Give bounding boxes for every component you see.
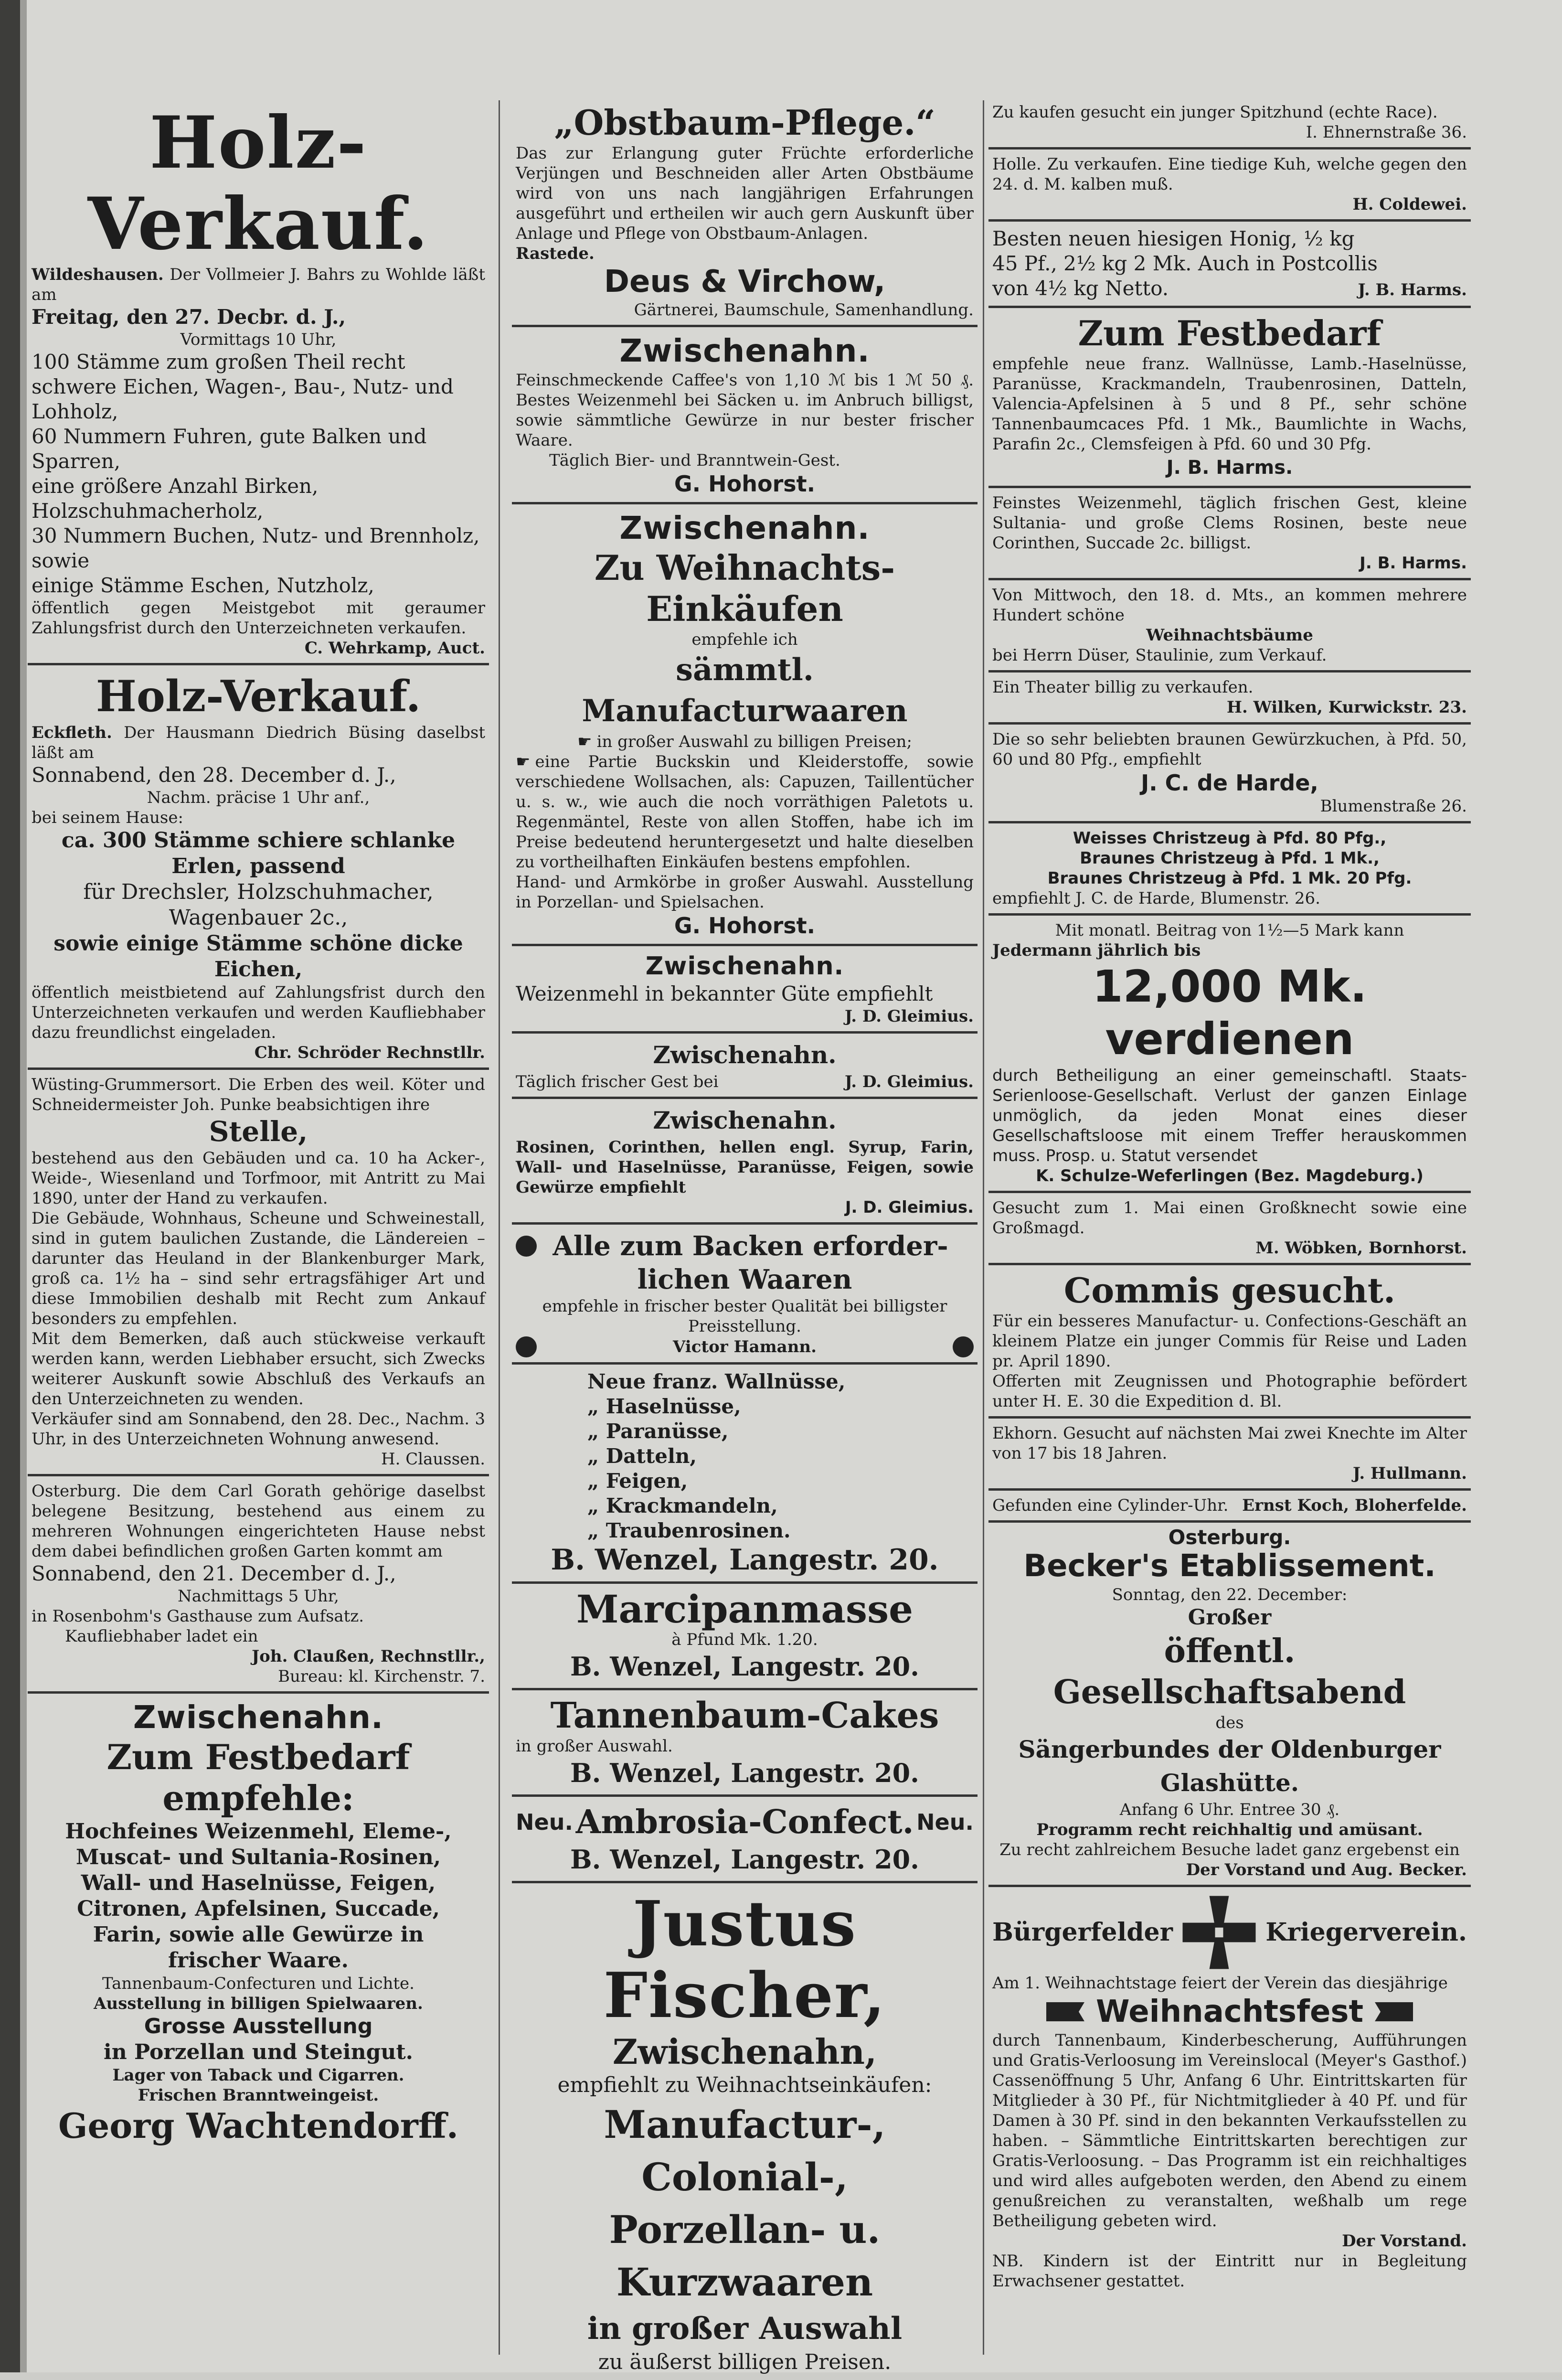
ad-line: Citronen, Apfelsinen, Succade, [77,1897,440,1921]
ad-hamann-backen [512,1227,978,1365]
ad-right-label: Kriegerverein. [1265,1918,1467,1947]
ad-wenzel-nuesse [512,1367,978,1584]
ad-place: Osterburg. [1168,1526,1291,1549]
ad-intro: Osterburg. Die dem Carl Gorath gehörige daselbst belegene Besitzung, bestehend aus einem zu mehreren Wohnungen eingerichteten Hause nebst dem dabei befindlichen großen Garten kommt am [32,1482,485,1561]
ad-left-label: Bürgerfelder [992,1918,1173,1947]
ad-title: lichen Waaren [637,1264,852,1295]
ad-place: Zwischenahn, [612,2031,877,2072]
ad-text: Weizenmehl in bekannter Güte empfiehlt [516,982,933,1005]
ad-signature: M. Wöbken, Bornhorst. [1255,1238,1467,1258]
ad-hohorst-weihnachten [512,507,978,946]
ad-line: Ausstellung in billigen Spielwaaren. [94,1994,423,2013]
ad-text: Der Hausmann Diedrich Büsing daselbst läßt am [32,723,485,762]
ad-text: durch Betheiligung an einer gemeinschaftl. Staats-Serienloose-Gesellschaft. Verlust der ganzen Einlage unmöglich, da jeden Monat eines dieser Gesellschaftsloose mit einem Treffer herauskommen muss. Prosp. u. Statut versendet [992,1066,1467,1165]
ad-signature: B. Wenzel, Langestr. 20. [570,1651,919,1682]
ad-place: Zwischenahn. [653,1106,837,1134]
ad-signature: H. Coldewei. [1352,195,1467,214]
ad-signature: H. Claussen. [381,1450,485,1469]
column-right [988,100,1471,2353]
ad-heading: öffentl. Gesellschaftsabend [1053,1632,1406,1711]
ad-date: Sonnabend, den 21. December d. J., [32,1562,396,1585]
ad-invite: Zu recht zahlreichem Besuche ladet ganz ergebenst ein [999,1840,1460,1859]
ad-line: Jedermann jährlich bis [992,941,1201,960]
ad-line: Weisses Christzeug à Pfd. 80 Pfg., [1073,829,1387,848]
column-rule [499,100,500,2355]
ad-text: Am 1. Weihnachtstage feiert der Verein das diesjährige [992,1974,1448,1993]
column-rule [983,100,984,2355]
ad-signature: J. D. Gleimius. [844,1007,974,1026]
ad-line: Braunes Christzeug à Pfd. 1 Mk. 20 Pfg. [1047,869,1412,888]
ad-line: Grosse Ausstellung [144,2014,373,2038]
ad-intro: Wüsting-Grummersort. Die Erben des weil. Köter und Schneidermeister Joh. Punke beabsichtigen ihre [32,1075,485,1114]
ad-location: bei seinem Hause: [32,808,183,827]
bullet-dot-icon [953,1336,974,1357]
ad-program: Programm recht reichhaltig und amüsant. [1036,1820,1423,1839]
ad-knechte-ekhorn [988,1421,1471,1491]
ad-place: Zwischenahn. [619,510,870,546]
ad-hohorst-caffee [512,330,978,504]
ad-signature: empfiehlt J. C. de Harde, Blumenstr. 26. [992,889,1320,908]
ad-justus-fischer [512,1886,978,2380]
ad-text: des [1215,1713,1244,1732]
ad-address: I. Ehnernstraße 36. [1306,123,1467,142]
ad-wachtendorff [28,1697,489,2151]
ad-text: in großer Auswahl zu billigen Preisen; [596,732,912,751]
ad-holz-verkauf-eckfleth [28,668,489,1070]
ad-place: Zwischenahn. [619,332,870,369]
ad-date: Sonnabend, den 28. December d. J., [32,763,396,787]
ad-heading: Weihnachtsbäume [1146,626,1313,645]
ad-item: 100 Stämme zum großen Theil recht schwere Eichen, Wagen-, Bau-, Nutz- und Lohholz, [32,350,454,423]
ad-line: Lager von Taback und Cigarren. [112,2066,404,2085]
ad-org: Sängerbundes der Oldenburger [1018,1735,1441,1763]
flag-icon [1375,2002,1413,2021]
ad-wenzel-marcipan [512,1587,978,1690]
ad-item: Neue franz. Wallnüsse, [587,1370,846,1393]
ad-text: Für ein besseres Manufactur- u. Confections-Geschäft an kleinem Platze ein junger Commis für Reise und Laden pr. April 1890. [992,1312,1467,1371]
ad-item: „ Feigen, [587,1469,688,1493]
ad-text: Ein Theater billig zu verkaufen. [992,678,1254,697]
ad-signature: Georg Wachtendorff. [58,2105,458,2146]
ad-note: Kaufliebhaber ladet ein [65,1627,258,1646]
ad-kuh-holle [988,152,1471,222]
ad-firm: Deus & Virchow, [604,264,886,299]
ad-place: Zwischenahn. [653,1041,837,1069]
ad-line: Muscat- und Sultania-Rosinen, [75,1845,441,1869]
ad-line: in großer Auswahl [587,2311,903,2347]
ad-date: Sonntag, den 22. December: [1112,1585,1348,1604]
ad-signature: G. Hohorst. [674,913,816,939]
ad-place: Wildeshausen. [32,265,164,284]
ad-title: Zu Weihnachts-Einkäufen [594,547,895,629]
ad-title: „Obstbaum-Pflege.“ [554,102,935,143]
ad-place: Eckfleth. [32,723,112,742]
ad-text: eine Partie Buckskin und Kleiderstoffe, sowie verschiedene Wollsachen, als: Capuzen, Taillentücher u. s. w., wie auch die noch vorräthigen Paletots u. Regenmäntel, Reste von allen Stoffen, habe ich im Preise bedeutend heruntergesetzt und halte dieselben zu vortheilhaften Einkäufen bestens empfohlen. [516,752,974,872]
ad-text: Zu kaufen gesucht ein junger Spitzhund (echte Race). [992,103,1438,122]
ad-item: „ Datteln, [587,1444,697,1468]
ad-item: für Drechsler, Holzschuhmacher, Wagenbauer 2c., [83,880,434,930]
ad-title: Holz-Verkauf. [87,101,429,266]
flag-icon [1046,2002,1084,2021]
bullet-dot-icon [516,1336,537,1357]
ad-text: Offerten mit Zeugnissen und Photographie befördert unter H. E. 30 die Expedition d. Bl. [992,1372,1467,1411]
ad-line: frischer Waare. [168,1948,349,1973]
ad-text: Holle. Zu verkaufen. Eine tiedige Kuh, welche gegen den 24. d. M. kalben muß. [992,155,1467,194]
ad-wenzel-ambrosia [512,1800,978,1883]
book-spine [0,0,20,2372]
ad-place: in Rosenbohm's Gasthause zum Aufsatz. [32,1607,364,1626]
ad-wenzel-cakes [512,1693,978,1797]
ad-signature: H. Wilken, Kurwickstr. 23. [1226,698,1467,717]
ad-line: in Porzellan und Steingut. [104,2040,413,2064]
ad-date: Freitag, den 27. Decbr. d. J., [32,305,346,329]
page-edge [20,0,27,2372]
ad-name: Justus Fischer, [603,1887,886,2032]
ad-gewuerzkuchen [988,727,1471,823]
ad-signature: J. B. Harms. [1358,280,1467,299]
ad-signature: Chr. Schröder Rechnstllr. [254,1043,485,1062]
ad-text: Ekhorn. Gesucht auf nächsten Mai zwei Knechte im Alter von 17 bis 18 Jahren. [992,1424,1467,1463]
ad-paragraph: Die Gebäude, Wohnhaus, Scheune und Schweinestall, sind in gutem baulichen Zustande, die Ländereien – darunter das Heuland in der Blankenburger Mark, groß ca. 1½ ha – sind sehr ertragsfähiger Art und diese Immobilien deshalb mit Recht zum Ankauf besonders zu empfehlen. [32,1209,485,1328]
ad-subtitle: empfehle ich [691,630,798,649]
ad-title: Zum Festbedarf empfehle: [106,1737,410,1818]
ad-terms: öffentlich gegen Meistgebot mit geraumer Zahlungsfrist durch den Unterzeichneten verkaufen. [32,598,485,638]
ad-festbedarf-harms [988,311,1471,488]
ad-text: empfehle neue franz. Wallnüsse, Lamb.-Haselnüsse, Paranüsse, Krackmandeln, Traubenrosinen, Datteln, Valencia-Apfelsinen à 5 und 8 Pf., sehr schöne Tannenbaumcaces Pfd. 1 Mk., Baumlichte in Wachs, Parafin 2c., Clemsfeigen à Pfd. 60 und 30 Pfg. [992,354,1467,454]
ad-item: ca. 300 Stämme schiere schlanke Erlen, passend [61,828,456,878]
ad-signature: Ernst Koch, Bloherfelde. [1242,1496,1467,1515]
ad-text: Gefunden eine Cylinder-Uhr. [992,1496,1229,1515]
ad-label-new: Neu. [916,1809,974,1835]
ad-item: eine größere Anzahl Birken, Holzschuhmacherholz, [32,474,319,523]
ad-text: bei Herrn Düser, Staulinie, zum Verkauf. [992,646,1327,665]
ad-theater [988,675,1471,725]
ad-line: Besten neuen hiesigen Honig, ½ kg [992,227,1355,250]
ad-signature: C. Wehrkamp, Auct. [304,639,485,658]
ad-gleimius-gest [512,1036,978,1099]
ad-line: Hochfeines Weizenmehl, Eleme-, [65,1819,452,1844]
ad-kriegerverein [988,1890,1471,2296]
ad-paragraph: Verkäufer sind am Sonnabend, den 28. Dec., Nachm. 3 Uhr, in des Unterzeichneten Wohnung anwesend. [32,1409,485,1449]
ad-signature: J. B. Harms. [1360,554,1467,573]
ad-time: Nachm. präcise 1 Uhr anf., [147,788,370,807]
ad-item: 30 Nummern Buchen, Nutz- und Brennholz, sowie [32,524,480,572]
ad-text: Das zur Erlangung guter Früchte erforderliche Verjüngen und Beschneiden aller Arten Obstbäume wird von uns nach langjährigen Erfahrungen ausgeführt und ertheilen wir auch gern Auskunft über Anlage und Pflege von Obstbaum-Anlagen. [516,144,974,243]
ad-place: Zwischenahn. [133,1699,384,1736]
ad-signature: J. D. Gleimius. [845,1198,974,1217]
ad-serienloose [988,918,1471,1193]
ad-price: à Pfund Mk. 1.20. [671,1630,818,1649]
ad-signature-address: Bureau: kl. Kirchenstr. 7. [278,1667,485,1686]
ad-text: durch Tannenbaum, Kinderbescherung, Aufführungen und Gratis-Verloosung im Vereinslocal (Meyer's Gasthof.) Cassenöffnung 5 Uhr, Anfang 6 Uhr. Eintrittskarten für Mitglieder à 30 Pf., für Nichtmitglieder à 40 Pf. und für Damen à 30 Pf. sind in den bekannten Verkaufsstellen zu haben. – Sämmtliche Eintrittskarten berechtigen zur Gratis-Verloosung. – Das Programm ist ein reichhaltiges und wird alles aufgeboten werden, den Abend zu einem genußreichen zu veranstalten, weßhalb um rege Betheiligung gebeten wird. [992,2031,1467,2231]
ad-title: Alle zum Backen erforder- [553,1230,948,1262]
ad-line: Wall- und Haselnüsse, Feigen, [81,1871,436,1895]
ad-line: Frischen Branntweingeist. [138,2086,379,2105]
ad-title: Becker's Etablissement. [1023,1548,1436,1584]
ad-paragraph: Mit dem Bemerken, daß auch stückweise verkauft werden kann, werden Liebhaber ersucht, sich Zwecks weiterer Auskunft sowie Abschluß des Verkaufs an den Unterzeichneten zu wenden. [32,1329,485,1409]
ad-heading: Stelle, [209,1115,308,1148]
ad-text: Täglich frischer Gest bei [516,1072,719,1091]
ad-place: Zwischenahn. [645,952,844,981]
pointing-hand-icon: ☛ [516,752,531,771]
ad-signature: Der Vorstand. [1342,2231,1467,2251]
ad-christzeug [988,826,1471,916]
ad-text: Feinschmeckende Caffee's von 1,10 ℳ bis 1 ℳ 50 ₰. Bestes Weizenmehl bei Säcken u. im Anbruch billigst, sowie sämmtliche Gewürze in nur bester frischer Waare. [516,371,974,450]
ad-signature: Joh. Claußen, Rechnstllr., [252,1647,485,1666]
column-left [28,100,489,2353]
ad-item: „ Paranüsse, [587,1419,729,1443]
ad-stelle-wuesting [28,1073,489,1476]
ad-title: Tannenbaum-Cakes [550,1695,939,1736]
ad-signature: Der Vorstand und Aug. Becker. [1186,1860,1467,1879]
ad-signature: K. Schulze-Weferlingen (Bez. Magdeburg.) [1036,1166,1424,1185]
bullet-dot-icon [516,1236,537,1257]
ad-signature: J. D. Gleimius. [844,1072,974,1091]
ad-times: Anfang 6 Uhr. Entree 30 ₰. [1119,1800,1340,1819]
ad-terms: öffentlich meistbietend auf Zahlungsfrist durch den Unterzeichneten verkaufen und werden Kaufliebhaber dazu freundlichst eingeladen. [32,983,485,1042]
ad-signature: B. Wenzel, Langestr. 20. [570,1758,919,1788]
ad-signature: B. Wenzel, Langestr. 20. [570,1844,919,1875]
ad-item: „ Traubenrosinen. [587,1519,791,1542]
ad-org: Glashütte. [1160,1769,1299,1797]
ad-title: Zum Festbedarf [1078,313,1381,353]
ad-text: Der Vollmeier J. Bahrs zu Wohlde läßt am [32,265,485,304]
ad-gleimius-rosinen [512,1102,978,1225]
ad-line: von 4½ kg Netto. [992,277,1169,300]
ad-text: Rosinen, Corinthen, hellen engl. Syrup, Farin, Wall- und Haselnüsse, Paranüsse, Feigen, sowie Gewürze empfiehlt [516,1138,974,1197]
ad-signature: B. Wenzel, Langestr. 20. [551,1543,939,1577]
ad-signature: J. Hullmann. [1352,1464,1467,1483]
ad-firm-sub: Gärtnerei, Baumschule, Samenhandlung. [634,300,974,320]
ad-line: Braunes Christzeug à Pfd. 1 Mk., [1080,849,1380,868]
iron-cross-icon [1179,1892,1260,1973]
ad-title: Commis gesucht. [1063,1270,1396,1311]
ad-text: Gesucht zum 1. Mai einen Großknecht sowie eine Großmagd. [992,1198,1467,1238]
ad-grossknecht [988,1196,1471,1265]
ad-item: einige Stämme Eschen, Nutzholz, [32,574,374,597]
ad-item: 60 Nummern Fuhren, gute Balken und Sparren, [32,425,427,473]
ad-line: zu äußerst billigen Preisen. [598,2350,892,2374]
ad-heading: Weihnachtsfest [1095,1994,1364,2029]
ad-text: Die so sehr beliebten braunen Gewürzkuchen, à Pfd. 50, 60 und 80 Pfg., empfiehlt [992,730,1467,769]
ad-line: Tannenbaum-Confecturen und Lichte. [102,1974,414,1993]
ad-pre: Großer [1188,1605,1272,1630]
ad-text: empfiehlt zu Weihnachtseinkäufen: [557,2073,932,2097]
ad-firm: J. C. de Harde, [1141,770,1318,796]
ad-time: Nachmittags 5 Uhr, [177,1587,339,1606]
ad-line: Manufactur-, Colonial-, [604,2102,886,2199]
column-middle [512,100,978,2374]
ad-line: Farin, sowie alle Gewürze in [93,1922,424,1947]
pointing-hand-icon: ☛ [577,732,592,751]
ad-line: Täglich Bier- und Branntwein-Gest. [549,451,840,470]
ad-label-new: Neu. [516,1809,573,1835]
ad-signature: Victor Hamann. [673,1337,817,1356]
ad-title: Holz-Verkauf. [96,671,421,722]
ad-text: Feinstes Weizenmehl, täglich frischen Gest, kleine Sultania- und große Clems Rosinen, beste neue Corinthen, Succade 2c. billigst. [992,493,1467,553]
ad-signature: G. Hohorst. [674,471,816,497]
ad-weizenmehl-harms [988,491,1471,580]
ad-line: Mit monatl. Beitrag von 1½—5 Mark kann [1055,921,1404,940]
ad-title: Marcipanmasse [576,1587,914,1632]
ad-item: sowie einige Stämme schöne dicke Eichen, [53,931,463,982]
ad-osterburg-besitzung [28,1479,489,1694]
ad-holz-verkauf-wildeshausen [28,100,489,665]
ad-item: „ Krackmandeln, [587,1494,778,1517]
ad-becker-etablissement [988,1526,1471,1887]
ad-signature: J. B. Harms. [1166,457,1293,479]
ad-text: Von Mittwoch, den 18. d. Mts., an kommen mehrere Hundert schöne [992,586,1467,625]
ad-spitzhund [988,100,1471,149]
ad-paragraph: bestehend aus den Gebäuden und ca. 10 ha Acker-, Weide-, Wiesenland und Torfmoor, mit Antritt zu Mai 1890, unter der Hand zu verkaufen. [32,1149,485,1208]
ad-line: Porzellan- u. Kurzwaaren [609,2207,881,2305]
ad-commis-gesucht [988,1268,1471,1419]
ad-title: Ambrosia-Confect. [575,1803,914,1841]
ad-text: in großer Auswahl. [516,1737,673,1756]
ad-headline: 12,000 Mk. verdienen [1092,961,1367,1065]
ad-obstbaum-pflege [512,100,978,327]
ad-honig [988,224,1471,308]
ad-heading: sämmtl. Manufacturwaaren [582,652,908,729]
ad-note: NB. Kindern ist der Eintritt nur in Begleitung Erwachsener gestattet. [992,2252,1467,2291]
ad-place: Rastede. [516,244,595,263]
ad-weihnachtsbaeume [988,583,1471,672]
ad-time: Vormittags 10 Uhr, [180,330,337,349]
ad-gleimius-weizenmehl [512,949,978,1034]
ad-item: „ Haselnüsse, [587,1395,741,1418]
ad-address: Blumenstraße 26. [1320,797,1467,816]
ad-text: empfehle in frischer bester Qualität bei billigster Preisstellung. [542,1297,947,1336]
ad-text: Hand- und Armkörbe in großer Auswahl. Ausstellung in Porzellan- und Spielsachen. [516,873,974,912]
ad-gefunden-uhr [988,1494,1471,1523]
ad-line: 45 Pf., 2½ kg 2 Mk. Auch in Postcollis [992,252,1378,275]
